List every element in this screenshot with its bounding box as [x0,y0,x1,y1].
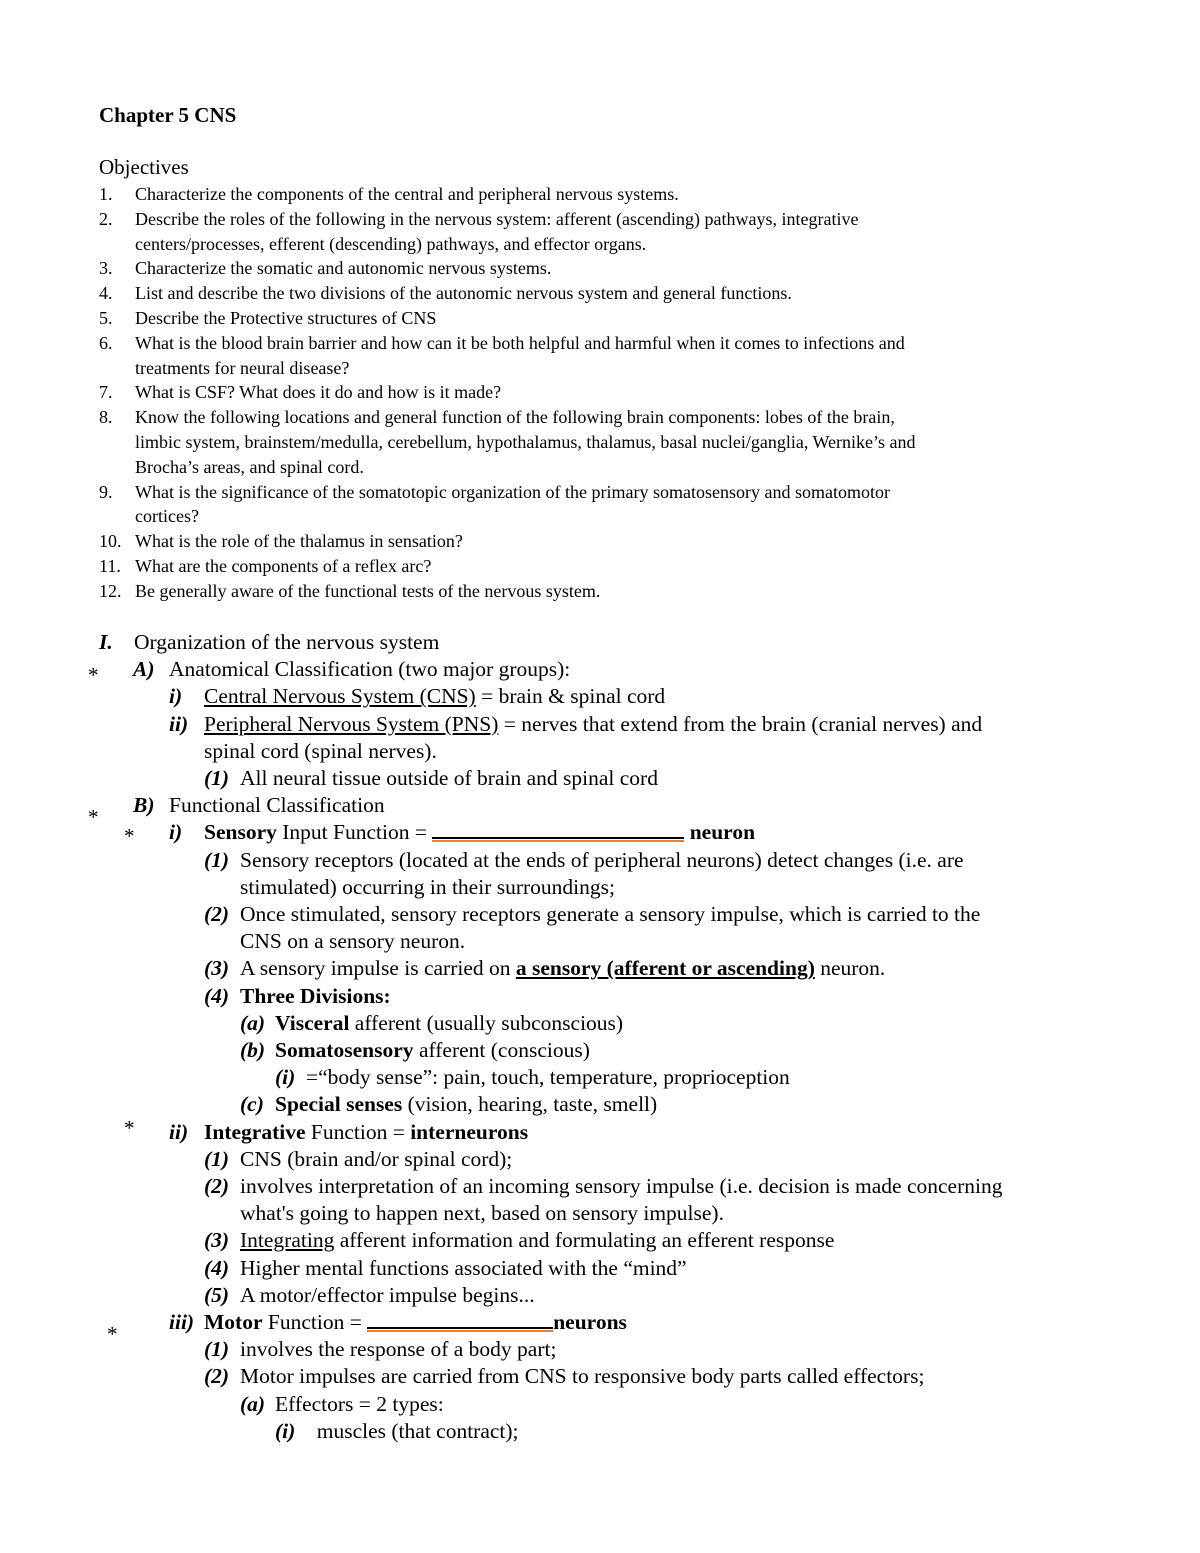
outline-bold: Somatosensory [275,1038,414,1063]
outline-text: spinal cord (spinal nerves). [204,738,437,763]
outline-marker: ii) [169,711,189,736]
outline-line [0,1173,1200,1200]
objective-item [99,579,1099,604]
outline-marker: (i) [275,1065,296,1090]
outline-marker: (1) [204,1146,230,1171]
outline-bold: interneurons [410,1119,529,1144]
objective-item [99,331,1099,381]
objective-item [99,554,1099,579]
outline-text: CNS on a sensory neuron. [240,929,466,954]
outline-text: A sensory impulse is carried on [240,956,516,981]
outline-marker: i) [169,820,183,845]
objective-item [99,306,1099,331]
outline-marker: i) [169,684,183,709]
outline-marker: (1) [204,1337,230,1362]
outline-bold: Sensory [204,820,277,845]
outline-term: Integrating [240,1228,335,1253]
outline-bold: Motor [204,1310,263,1335]
outline-text: muscles (that contract); [306,1418,519,1443]
item-number: 11. [99,555,121,576]
item-number: 6. [99,332,113,353]
outline-text: All neural tissue outside of brain and spinal cord [240,766,658,791]
outline-marker: (4) [204,983,230,1008]
item-text: What is the role of the thalamus in sensation? [135,531,463,552]
item-text: What is CSF? What does it do and how is it made? [135,382,502,403]
item-text: Characterize the somatic and autonomic nervous systems. [135,258,552,279]
objective-item [99,281,1099,306]
outline-marker: (5) [204,1282,230,1307]
outline-text: involves interpretation of an incoming sensory impulse (i.e. decision is made concerning [240,1174,1003,1199]
item-text: limbic system, brainstem/medulla, cerebellum, hypothalamus, thalamus, basal nuclei/ganglia, Wernike’s and [135,431,916,452]
objective-item [99,182,1099,207]
outline-marker: (b) [240,1038,266,1063]
outline-text: afferent (usually subconscious) [349,1010,624,1035]
outline-text: afferent information and formulating an efferent response [334,1228,835,1253]
item-number: 8. [99,407,113,428]
outline-line [0,928,1200,955]
item-text: What is the significance of the somatotopic organization of the primary somatosensory and somatomotor [135,481,890,502]
outline-line [0,1418,1200,1445]
outline-text: A motor/effector impulse begins... [240,1282,535,1307]
item-text: What are the components of a reflex arc? [135,555,432,576]
outline-marker: (4) [204,1255,230,1280]
outline-text: CNS (brain and/or spinal cord); [240,1146,513,1171]
asterisk-icon: * [88,805,99,830]
outline-line [0,1391,1200,1418]
outline-line [0,901,1200,928]
outline-line [0,656,1200,688]
outline-line [0,955,1200,982]
outline-line [0,1255,1200,1282]
outline-line [0,792,1200,830]
outline-line [0,1363,1200,1390]
item-number: 9. [99,481,113,502]
outline-line [0,1200,1200,1227]
asterisk-icon: * [107,1322,118,1347]
outline-line [0,1037,1200,1064]
outline-line [0,1336,1200,1363]
item-number: 4. [99,283,113,304]
item-text: Describe the roles of the following in the nervous system: afferent (ascending) pathways, integrative [135,208,859,229]
outline-marker: ii) [169,1119,189,1144]
objective-item [99,405,1099,479]
item-text: Know the following locations and general function of the following brain components: lobes of the brain, [135,407,895,428]
outline-text: = nerves that extend from the brain (cranial nerves) and [498,711,983,736]
outline-text: what's going to happen next, based on sensory impulse). [240,1201,724,1226]
outline-marker: A) [133,657,155,682]
outline-marker: I. [99,630,113,654]
item-text: centers/processes, efferent (descending) pathways, and effector organs. [135,233,647,254]
outline-text: (vision, hearing, taste, smell) [402,1092,658,1117]
item-text: List and describe the two divisions of the autonomic nervous system and general functions. [135,283,792,304]
outline-line [0,983,1200,1010]
outline-line [0,1146,1200,1173]
outline-marker: (a) [240,1391,266,1416]
item-number: 10. [99,531,122,552]
objectives-list [99,182,1099,604]
outline-marker: (3) [204,1228,230,1253]
objective-item [99,380,1099,405]
outline-text: Input Function = [276,820,433,845]
outline-marker: (a) [240,1010,266,1035]
outline-text: Anatomical Classification (two major groups): [169,657,571,682]
fill-in-blank [367,1309,553,1329]
outline-text: Effectors = 2 types: [275,1391,444,1416]
outline-line [0,1227,1200,1254]
outline-marker: (2) [204,1174,230,1199]
outline-marker: iii) [169,1310,195,1335]
outline-text: Functional Classification [169,793,385,818]
outline-bold: Visceral [275,1010,350,1035]
outline-marker: (2) [204,902,230,927]
item-text: Be generally aware of the functional tests of the nervous system. [135,580,601,601]
outline-line [0,738,1200,765]
asterisk-icon: * [88,663,99,688]
outline-text: = brain & spinal cord [475,684,666,709]
outline-term: Peripheral Nervous System (PNS) [204,711,499,736]
outline-text: Sensory receptors (located at the ends of peripheral neurons) detect changes (i.e. are [240,847,964,872]
asterisk-icon: * [124,1115,135,1140]
item-number: 1. [99,184,113,204]
objective-item [99,256,1099,281]
outline-marker: (2) [204,1364,230,1389]
outline-line [0,1282,1200,1309]
outline-line [0,847,1200,874]
outline-marker: (1) [204,847,230,872]
objective-item [99,529,1099,554]
outline-marker: (3) [204,956,230,981]
outline-text: involves the response of a body part; [240,1337,557,1362]
outline-text: =“body sense”: pain, touch, temperature, proprioception [306,1065,790,1090]
item-text: What is the blood brain barrier and how can it be both helpful and harmful when it comes to infections and [135,332,905,353]
item-text: cortices? [135,506,199,527]
outline-line [0,629,1200,656]
outline-bold: Integrative [204,1119,306,1144]
item-number: 7. [99,382,113,403]
fill-in-blank [432,819,684,839]
outline [0,629,1200,1445]
page-title: Chapter 5 CNS [99,103,237,127]
outline-text: Function = [305,1119,411,1144]
outline-text: stimulated) occurring in their surroundings; [240,874,615,899]
outline-line [0,1064,1200,1091]
outline-line [0,1010,1200,1037]
asterisk-icon: * [124,824,135,849]
item-number: 2. [99,208,113,229]
outline-bold: neurons [553,1310,627,1335]
outline-line [0,1115,1200,1146]
outline-line [0,874,1200,901]
outline-text: afferent (conscious) [413,1038,590,1063]
outline-text: Motor impulses are carried from CNS to responsive body parts called effectors; [240,1364,925,1389]
outline-bold: Three Divisions: [240,983,391,1008]
outline-marker: (1) [204,766,230,791]
objectives-heading: Objectives [99,155,189,179]
outline-text: Function = [262,1310,368,1335]
outline-line [0,819,1200,849]
outline-bold: neuron [689,820,756,845]
outline-term: Central Nervous System (CNS) [204,684,476,709]
outline-marker: (c) [240,1092,264,1117]
item-number: 5. [99,307,113,328]
outline-line [0,683,1200,710]
outline-line [0,765,1200,792]
outline-marker: B) [133,793,155,818]
outline-text: Higher mental functions associated with the “mind” [240,1255,687,1280]
outline-text: Organization of the nervous system [134,630,440,654]
outline-marker: (i) [275,1418,296,1443]
item-number: 3. [99,258,113,279]
outline-line [0,1091,1200,1118]
item-text: treatments for neural disease? [135,357,350,378]
item-text: Characterize the components of the central and peripheral nervous systems. [135,184,679,204]
objective-item [99,480,1099,530]
outline-line [0,1309,1200,1347]
item-number: 12. [99,580,122,601]
item-text: Brocha’s areas, and spinal cord. [135,456,364,477]
outline-bold: a sensory (afferent or ascending) [515,956,815,981]
outline-text: Once stimulated, sensory receptors generate a sensory impulse, which is carried to the [240,902,981,927]
outline-line [0,711,1200,738]
outline-text: neuron. [814,956,886,981]
objective-item [99,207,1099,257]
item-text: Describe the Protective structures of CNS [135,307,437,328]
outline-bold: Special senses [275,1092,403,1117]
